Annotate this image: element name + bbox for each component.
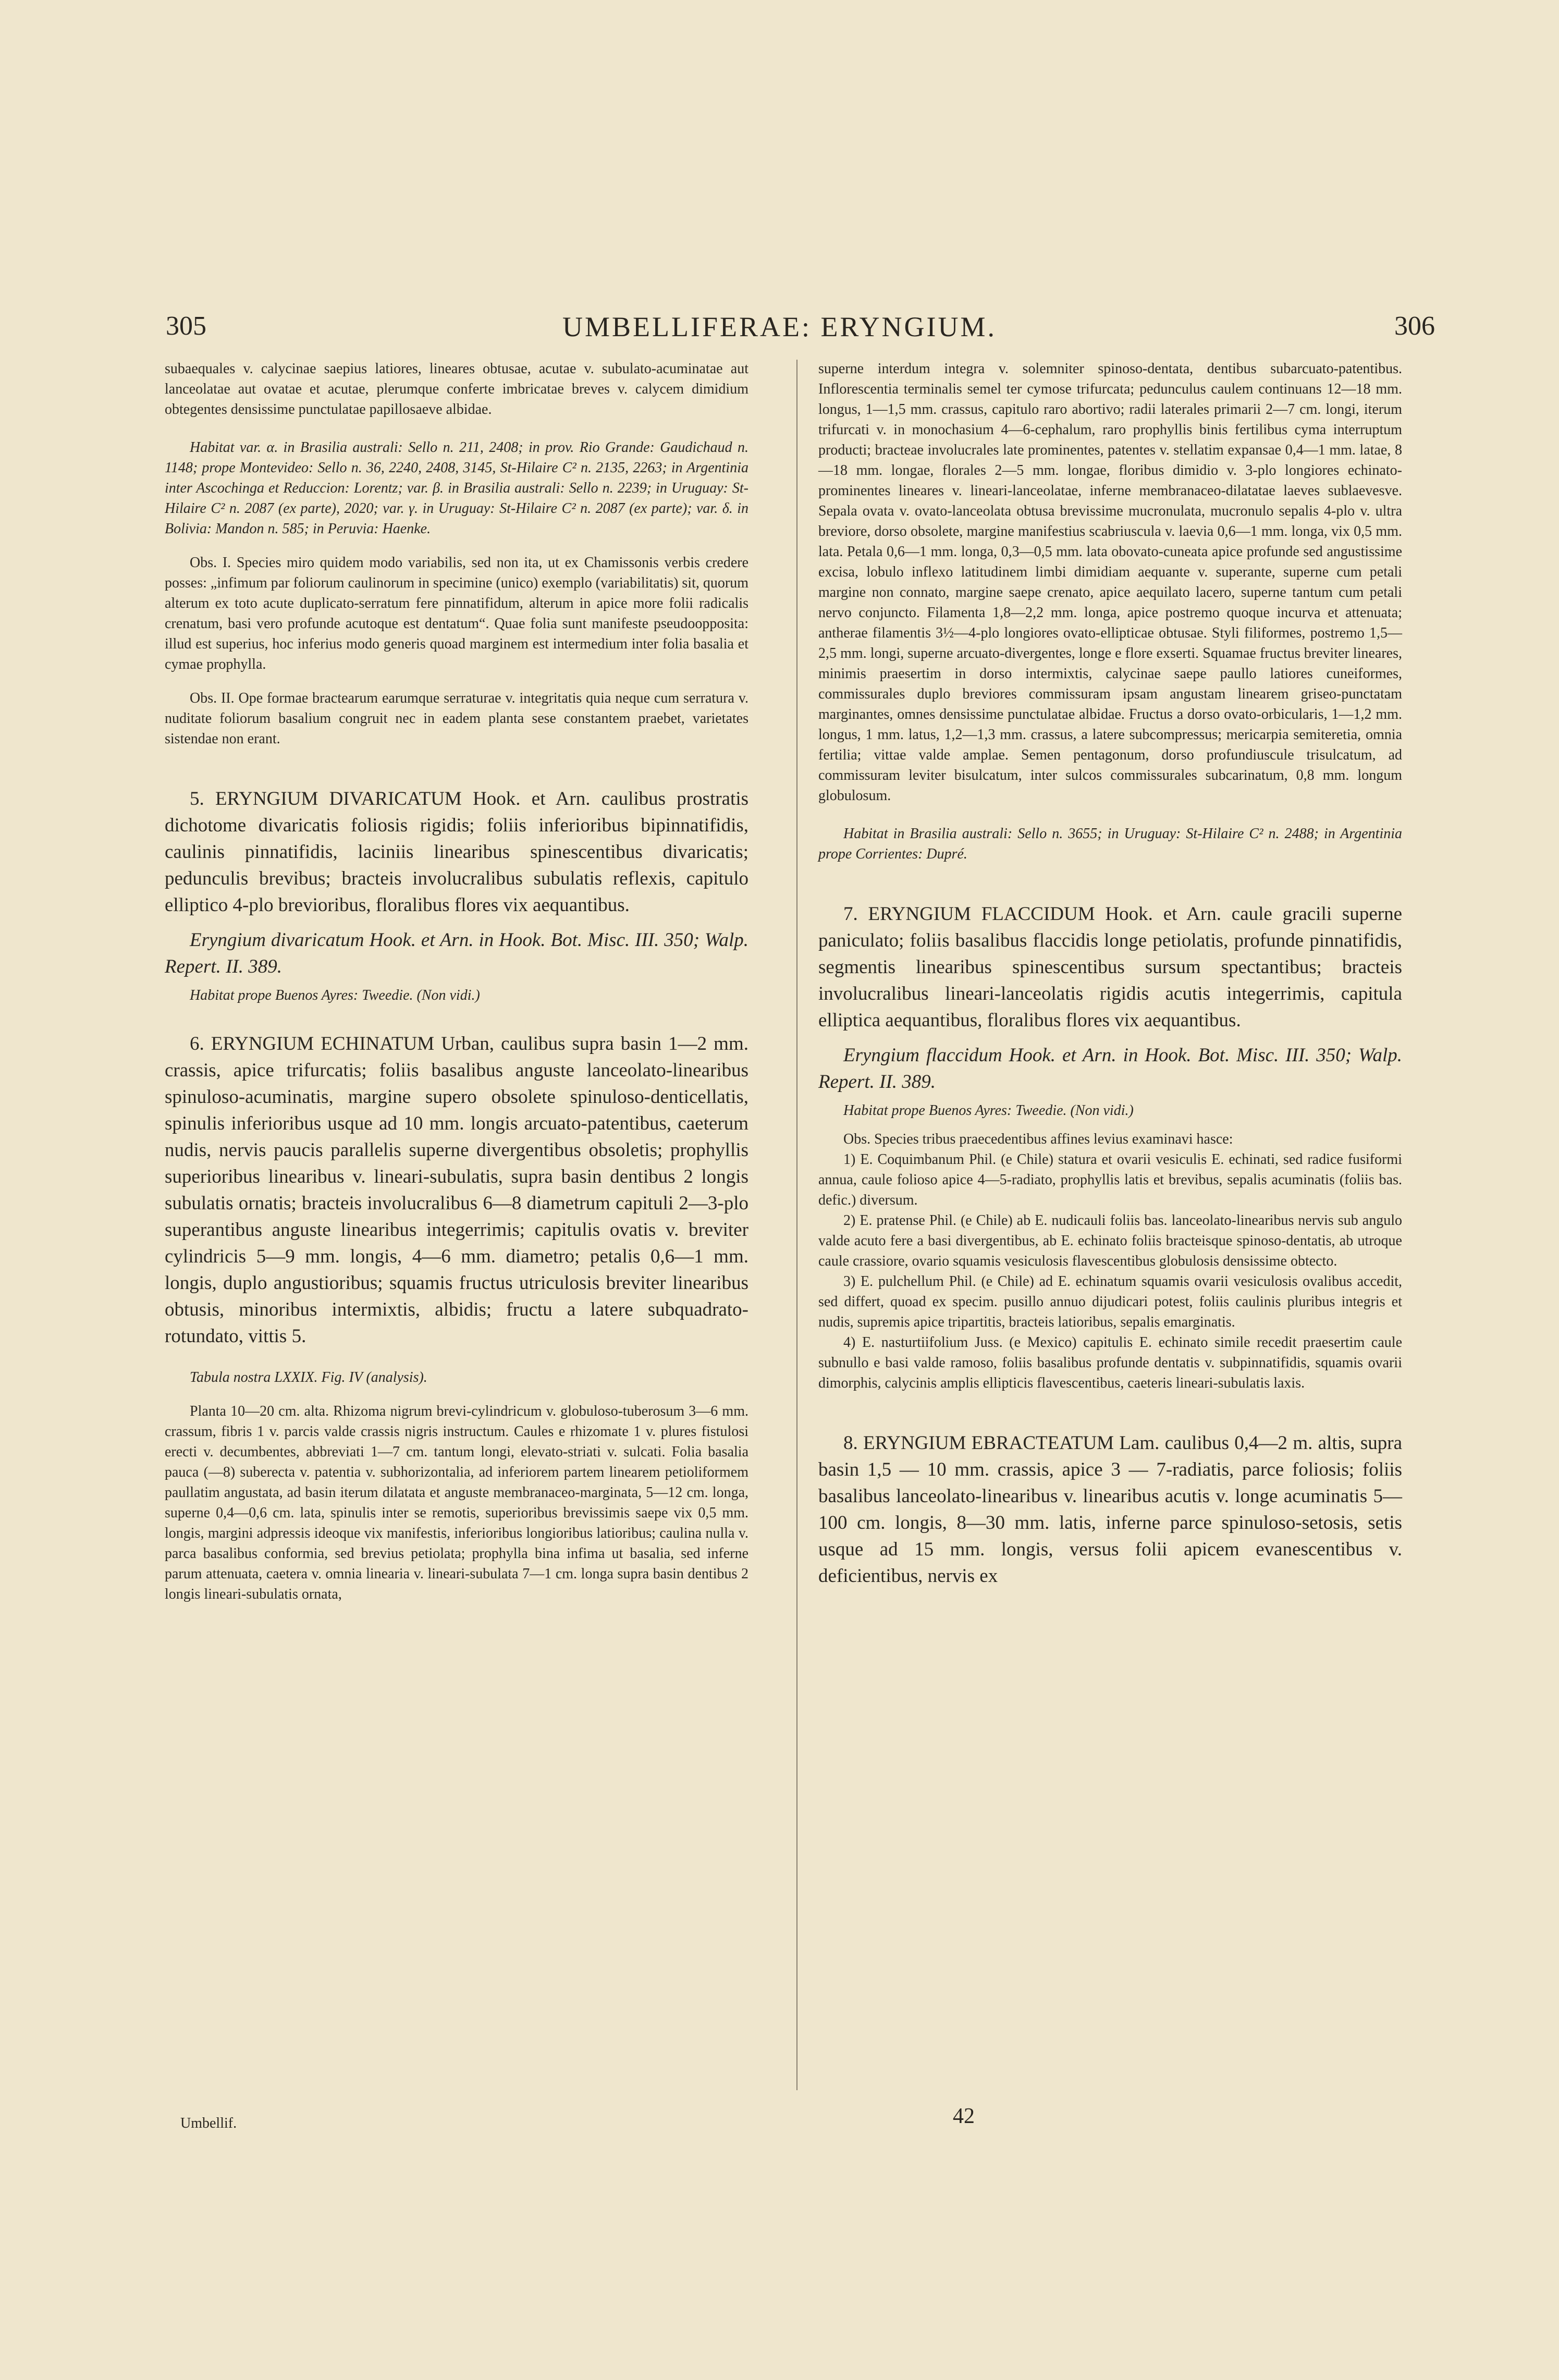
- running-title: UMBELLIFERAE: ERYNGIUM.: [562, 311, 997, 342]
- habitat-paragraph: Habitat var. α. in Brasilia australi: Sello n. 211, 2408; in prov. Rio Grande: Gaudichaud n. 1148; prope Montevideo: Sello n. 36, 2240, 2408, 3145, St-Hilaire C² n. 2135, 2263; in Argentinia inter Ascochinga et Reduccion: Lorentz; var. β. in Brasilia australi: Sello n. 2239; in Uruguay: St-Hilaire C² n. 2087 (ex parte), 2020; var. γ. in Uruguay: St-Hilaire C² n. 2087 (ex parte); var. δ. in Bolivia: Mandon n. 585; in Peruvia: Haenke.: [165, 439, 748, 537]
- paragraph-continuation-right: superne interdum integra v. solemniter spinoso-dentata, dentibus subarcuato-patentibus. Inflorescentia terminalis semel ter cymose trifurcata; pedunculus caulem continuans 12—18 mm. longus, 1—1,5 mm. crassus, capitulo raro abortivo; radii laterales primarii 2—7 cm. longi, iterum trifurcati v. in monochasium 4—6-cephalum, raro prophyllis binis fertilibus cyma interruptum producti; bracteae involucrales late prominentes, patentes v. stellatim expansae 0,4—1 mm. latae, 8—18 mm. longae, florales 2—5 mm. longae, floribus dimidio v. 3-plo longiores echinato-prominentes lineares v. lineari-lanceolatae, inferne membranaceo-dilatatae laeves sublaevesve. Sepala ovata v. ovato-lanceolata obtusa brevissime mucronulata, mucronulo sepalis 4-plo v. ultra breviore, dorso obsolete, margine manifestius scabriuscula v. laevia 0,6—1 mm. longa, vix 0,5 mm. lata. Petala 0,6—1 mm. longa, 0,3—0,5 mm. lata obovato-cuneata apice profunde sed angustissime excisa, lobulo inflexo latitudinem limbi dimidiam aequante v. superante, superne cum petali margine non connato, margine saepe crenato, apice aequilato lacero, superne tantum cum petali nervo conjuncto. Filamenta 1,8—2,2 mm. longa, apice postremo quoque incurva et attenuata; antherae filamentis 3½—4-plo longiores ovato-ellipticae obtusae. Styli filiformes, postremo 1,5—2,5 mm. longi, superne arcuato-divergentes, longe e flore exserti. Squamae fructus breviter lineares, minimis praesertim in dorso intermixtis, calycinae saepe paullo latiores cuneiformes, commissurales duplo breviores commissuram ipsam angustam linearem griseo-punctatam marginantes, omnes densissime punctulatae albidae. Fructus a dorso ovato-orbicularis, 1—1,2 mm. longus, 1 mm. latus, 1,2—1,3 mm. crassus, a latere subcompressus; mericarpia semiteretia, omnia fertilia; vittae valde amplae. Semen pentagonum, dorso profundiuscule trisulcatum, ad commissuram leviter bisulcatum, inter sulcos commissurales subcarinatum, 0,8 mm. longum globulosum.: [818, 361, 1402, 804]
- species-5-description: 5. ERYNGIUM DIVARICATUM Hook. et Arn. caulibus prostratis dichotome divaricatis foliosis rigidis; foliis inferioribus bipinnatifidis, caulinis pinnatifidis, laciniis linearibus spinescentibus divaricatis; pedunculis brevibus; bracteis involucralibus subulatis reflexis, capitulo elliptico 4-plo brevioribus, floralibus flores vix aequantibus.: [165, 788, 748, 916]
- signature-mark: Umbellif.: [180, 2115, 237, 2131]
- observation-item-2: 2) E. pratense Phil. (e Chile) ab E. nudicauli foliis bas. lanceolato-linearibus nervis sub angulo valde acuto fere a basi divergentibus, ab E. echinato foliis bracteisque spinoso-dentatis, ab utroque caule crassiore, ovario squamis vesiculosis flavescentibus globulosis densissime obtecto.: [818, 1212, 1402, 1269]
- species-7-description: 7. ERYNGIUM FLACCIDUM Hook. et Arn. caule gracili superne paniculato; foliis basalibus flaccidis longe petiolatis, profunde pinnatifidis, segmentis linearibus spinescentibus sursum spectantibus; bracteis involucralibus lineari-lanceolatis rigidis acutis integerrimis, capitula elliptica aequantibus, floralibus flores vix aequantibus.: [818, 903, 1402, 1031]
- left-page-number: 305: [166, 311, 206, 341]
- observation-two: Obs. II. Ope formae bractearum earumque serraturae v. integritatis quia neque cum serratura v. nuditate foliorum basalium congruit nec in eadem planta sese constantem praebet, varietates sistendae non erant.: [165, 690, 748, 747]
- observation-intro: Obs. Species tribus praecedentibus affines levius examinavi hasce:: [843, 1131, 1233, 1147]
- species-5-habitat: Habitat prope Buenos Ayres: Tweedie. (Non vidi.): [190, 987, 480, 1003]
- sheet-number: 42: [953, 2104, 975, 2128]
- right-column: [818, 359, 1402, 1589]
- page-header: [0, 311, 1559, 347]
- species-6-description: 6. ERYNGIUM ECHINATUM Urban, caulibus supra basin 1—2 mm. crassis, apice trifurcatis; foliis basalibus anguste lanceolato-linearibus spinuloso-acuminatis, margine supero obsolete spinuloso-denticellatis, spinulis inferioribus usque ad 10 mm. longis arcuato-patentibus, caeterum nudis, nervis paucis parallelis superne divergentibus obsoletis; prophyllis superioribus linearibus v. lineari-subulatis, supra basin dentibus 2 longis subulatis ornatis; bracteis involucralibus 6—8 diametrum capituli 2—3-plo superantibus anguste linearibus integerrimis; capitulis ovatis v. breviter cylindricis 5—9 mm. longis, 4—6 mm. diametro; petalis 0,6—1 mm. longis, duplo angustioribus; squamis fructus utriculosis breviter linearibus obtusis, minoribus intermixtis, albidis; fructu a latere subquadrato-rotundato, vittis 5.: [165, 1033, 748, 1347]
- species-8-description: 8. ERYNGIUM EBRACTEATUM Lam. caulibus 0,4—2 m. altis, supra basin 1,5 — 10 mm. crassis, apice 3 — 7-radiatis, parce foliosis; foliis basalibus lanceolato-linearibus v. linearibus acutis v. longe acuminatis 5—100 cm. longis, 8—30 mm. latis, inferne parce spinuloso-setosis, setis usque ad 15 mm. longis, versus folii apicem evanescentibus v. deficientibus, nervis ex: [818, 1432, 1402, 1587]
- observation-item-1: 1) E. Coquimbanum Phil. (e Chile) statura et ovarii vesiculis E. echinati, sed radice fusiformi annua, caule folioso apice 4—5-radiato, prophyllis latis et brevibus, sepalis acuminatis (foliis bas. defic.) diversum.: [818, 1151, 1402, 1208]
- plant-description: Planta 10—20 cm. alta. Rhizoma nigrum brevi-cylindricum v. globuloso-tuberosum 3—6 mm. crassum, fibris 1 v. parcis valde crassis nigris instructum. Caules e rhizomate 1 v. plures fistulosi erecti v. decumbentes, abbreviati 1—7 cm. tantum longi, elevato-striati v. sulcati. Folia basalia pauca (—8) suberecta v. patentia v. subhorizontalia, ad inferiorem partem linearem petioliformem paullatim angustata, ad basin iterum dilatata et anguste membranaceo-marginata, 5—12 cm. longa, superne 0,4—0,6 cm. lata, spinulis inter se remotis, superioribus brevissimis saepe vix 0,5 mm. longis, margini adpressis ideoque vix manifestis, inferioribus longioribus latioribus; caulina nulla v. parca basalibus conformia, sed brevius petiolata; prophylla bina infima ut basalia, sed inferne parum attenuata, caetera v. omnia linearia v. lineari-subulata 7—1 cm. longa supra basin dentibus 2 longis lineari-subulatis ornata,: [165, 1403, 748, 1602]
- species-7-reference: Eryngium flaccidum Hook. et Arn. in Hook. Bot. Misc. III. 350; Walp. Repert. II. 389.: [818, 1045, 1402, 1093]
- left-column: [165, 359, 748, 1604]
- observation-item-4: 4) E. nasturtiifolium Juss. (e Mexico) capitulis E. echinato simile recedit praesertim caule subnullo e basi valde ramoso, foliis basalibus profunde dentatis v. subpinnatifidis, squamis ovarii dimorphis, calycinis amplis ellipticis flavescentibus, caeteris lineari-subulatis laxis.: [818, 1334, 1402, 1391]
- column-divider: [796, 360, 797, 2090]
- paragraph-continuation: subaequales v. calycinae saepius latiores, lineares obtusae, acutae v. subulato-acuminatae aut lanceolatae aut ovatae et acutae, plerumque conferte imbricatae breves v. calycem dimidium obtegentes densissime punctulatae papillosaeve albidae.: [165, 361, 748, 418]
- habitat-paragraph-right: Habitat in Brasilia australi: Sello n. 3655; in Uruguay: St-Hilaire C² n. 2488; in Argentinia prope Corrientes: Dupré.: [818, 826, 1402, 862]
- species-5-reference: Eryngium divaricatum Hook. et Arn. in Hook. Bot. Misc. III. 350; Walp. Repert. II. 389.: [165, 929, 748, 977]
- observation-one: Obs. I. Species miro quidem modo variabilis, sed non ita, ut ex Chamissonis verbis credere posses: „infimum par foliorum caulinorum in specimine (unico) exemplo (variabilitatis) sit, quorum alterum ex toto acute duplicato-serratum fere pinnatifidum, alterum in apice more folii radicalis crenatum, basi vero profunde acutoque est dentatum“. Quae folia sunt manifeste pseudoopposita: illud est superius, hoc inferius modo generis quoad marginem est intermedium inter folia basalia et cymae prophylla.: [165, 555, 748, 672]
- tabula-reference: Tabula nostra LXXIX. Fig. IV (analysis).: [190, 1369, 427, 1385]
- right-page-number: 306: [1394, 311, 1435, 341]
- observation-item-3: 3) E. pulchellum Phil. (e Chile) ad E. echinatum squamis ovarii vesiculosis ovalibus accedit, sed differt, quoad ex specim. pusillo annuo dijudicari potest, foliis caulinis pluribus integris et nudis, supremis apice tripartitis, bracteis latioribus, sepalis emarginatis.: [818, 1273, 1402, 1330]
- species-7-habitat: Habitat prope Buenos Ayres: Tweedie. (Non vidi.): [843, 1102, 1134, 1119]
